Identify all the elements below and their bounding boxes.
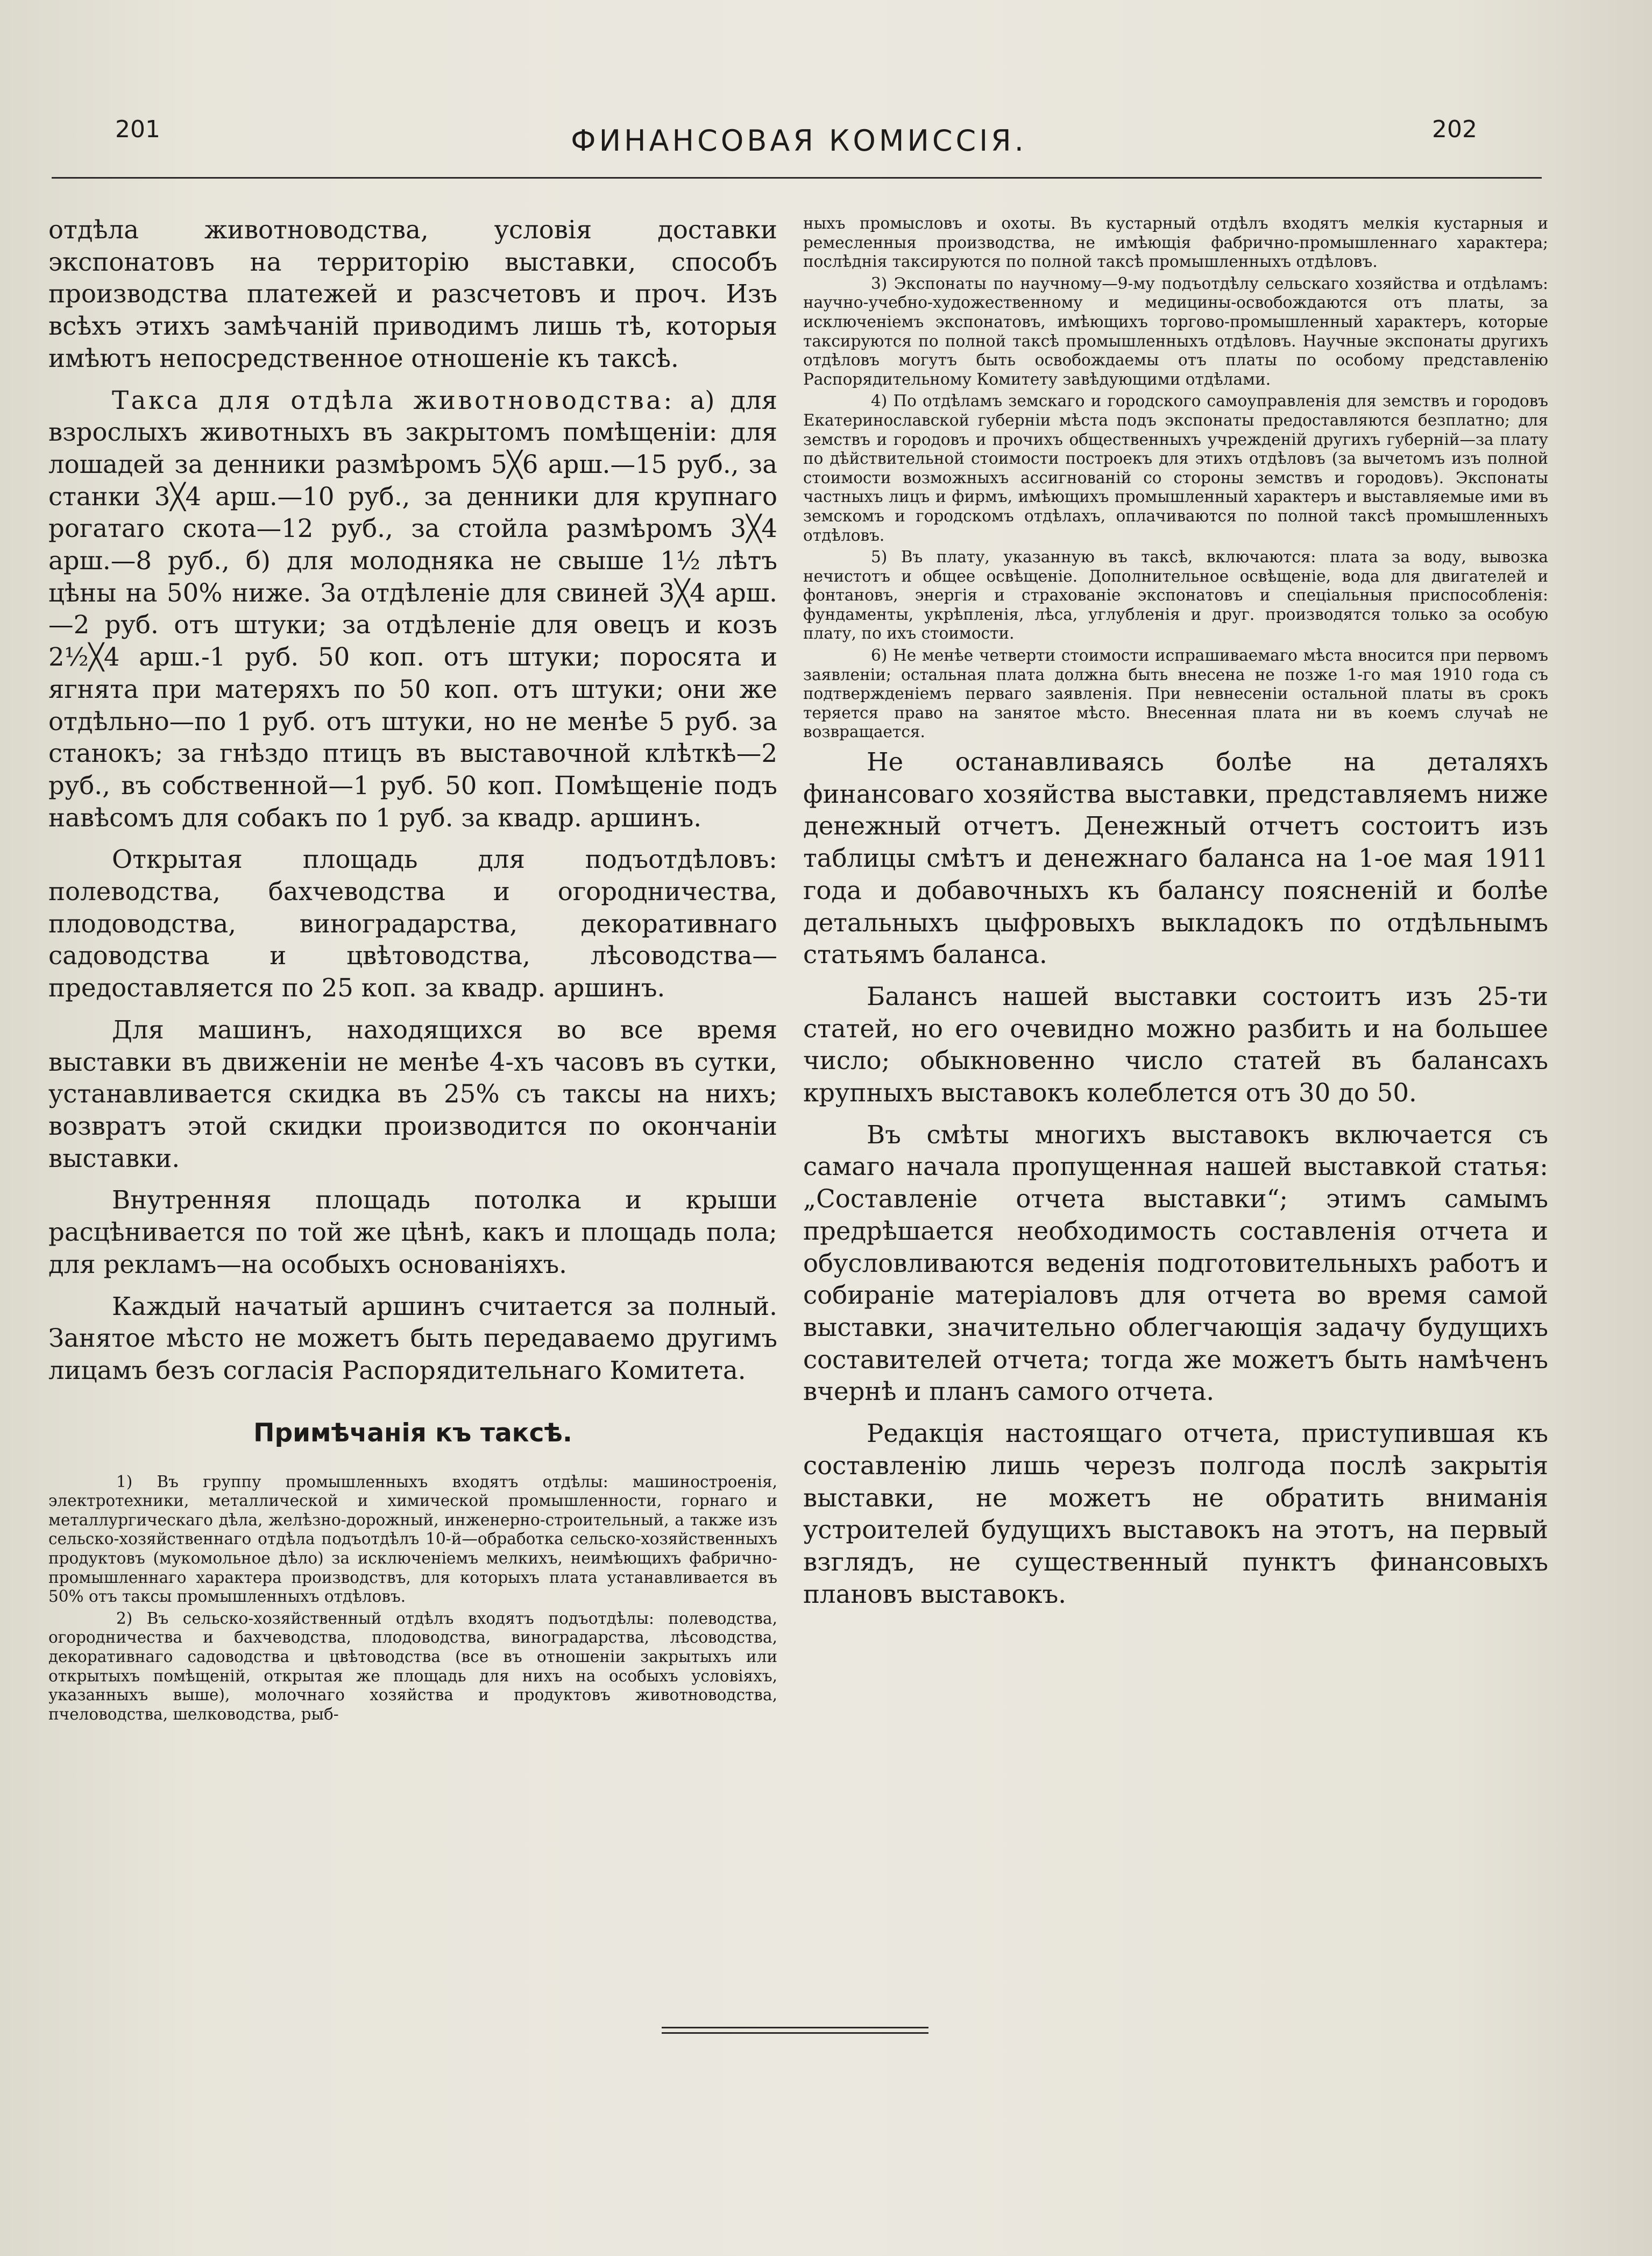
running-title: ФИНАНСОВАЯ КОМИССІЯ.	[571, 124, 1027, 158]
page-number-left: 201	[115, 116, 160, 143]
left-paragraph-1: отдѣла животноводства, условія доставки экспонатовъ на территорію выставки, способъ производства платежей и разсчетовъ и проч. Изъ всѣхъ этихъ замѣчаній приводимъ лишь тѣ, которыя имѣютъ непосредственное отношеніе къ таксѣ.	[48, 215, 777, 373]
left-body-text	[48, 214, 777, 1387]
right-body-text	[803, 746, 1548, 1610]
left-paragraph-2	[48, 385, 777, 834]
right-paragraph-2: Балансъ нашей выставки состоитъ изъ 25-ти статей, но его очевидно можно разбить и на большее число; обыкновенно число статей въ балансахъ крупныхъ выставокъ колеблется отъ 30 до 50.	[803, 981, 1548, 1108]
left-paragraph-3: Открытая площадь для подъотдѣловъ: полеводства, бахчеводства и огородничества, плодоводства, виноградарства, декоративнаго садоводства и цвѣтоводства, лѣсоводства—предоставляется по 25 коп. за квадр. аршинъ.	[48, 845, 777, 1003]
right-paragraph-1: Не останавливаясь болѣе на деталяхъ финансоваго хозяйства выставки, представляемъ ниже денежный отчетъ. Денежный отчетъ состоитъ изъ таблицы смѣтъ и денежнаго баланса на 1-ое мая 1911 года и добавочныхъ къ балансу поясненій и болѣе детальныхъ цыфровыхъ выкладокъ по отдѣльнымъ статьямъ баланса.	[803, 747, 1548, 970]
note-4: 4) По отдѣламъ земскаго и городского самоуправленія для земствъ и городовъ Екатеринославской губерніи мѣста подъ экспонаты предоставляются безплатно; для земствъ и городовъ и прочихъ общественныхъ учрежденій другихъ губерній—за плату по дѣйствительной стоимости построекъ для этихъ отдѣловъ (за вычетомъ изъ полной стоимости возможныхъ ассигнованій со стороны земствъ и городовъ). Экспонаты частныхъ лицъ и фирмъ, имѣющихъ промышленный характеръ и выставляемые ими въ земскомъ и городскомъ отдѣлахъ, оплачиваются по полной таксѣ промышленныхъ отдѣловъ.	[803, 392, 1548, 544]
notes-left	[48, 1473, 777, 1724]
header-rule	[52, 177, 1542, 179]
note-2: 2) Въ сельско-хозяйственный отдѣлъ входятъ подъотдѣлы: полеводства, огородничества и бахчеводства, плодоводства, виноградарства, лѣсоводства, декоративнаго садоводства и цвѣтоводства (все въ отношеніи закрытыхъ или открытыхъ помѣщеній, открытая же площадь для нихъ на особыхъ условіяхъ, указанныхъ выше), молочнаго хозяйства и продуктовъ животноводства, пчеловодства, шелководства, рыб-	[48, 1609, 777, 1723]
right-paragraph-3: Въ смѣты многихъ выставокъ включается съ самаго начала пропущенная нашей выставкой статья: „Составленіе отчета выставки“; этимъ самымъ предрѣшается необходимость составленія отчета и обусловливаются веденія подготовительныхъ работъ и собираніе матеріаловъ для отчета во время самой выставки, значительно облегчающія задачу будущихъ составителей отчета; тогда же можетъ быть намѣченъ вчернѣ и планъ самого отчета.	[803, 1120, 1548, 1406]
tariff-lead-phrase: Такса для отдѣла животноводства:	[112, 385, 675, 415]
note-2-continued: ныхъ промысловъ и охоты. Въ кустарный отдѣлъ входятъ мелкія кустарныя и ремесленныя производства, не имѣющія фабрично-промышленнаго характера; послѣднія таксируются по полной таксѣ промышленныхъ отдѣловъ.	[803, 214, 1548, 271]
notes-right	[803, 214, 1548, 742]
note-3: 3) Экспонаты по научному—9-му подъотдѣлу сельскаго хозяйства и отдѣламъ: научно-учебно-художественному и медицины-освобождаются отъ платы, за исключеніемъ экспонатовъ, имѣющихъ торгово-промышленный характеръ, которые таксируются по полной таксѣ промышленныхъ отдѣловъ. Научные экспонаты другихъ отдѣловъ могутъ быть освобождаемы отъ платы по особому представленію Распорядительному Комитету завѣдующими отдѣлами.	[803, 274, 1548, 388]
right-column	[803, 214, 1548, 1610]
right-paragraph-4: Редакція настоящаго отчета, приступившая къ составленію лишь черезъ полгода послѣ закрытія выставки, не можетъ не обратить вниманія устроителей будущихъ выставокъ на этотъ, на первый взглядъ, не существенный пунктъ финансовыхъ плановъ выставокъ.	[803, 1419, 1548, 1609]
tariff-livestock-text: а) для взрослыхъ животныхъ въ закрытомъ помѣщеніи: для лошадей за денники размѣромъ 5╳6 арш.—15 руб., за станки 3╳4 арш.—10 руб., за денники для крупнаго рогатаго скота—12 руб., за стойла размѣромъ 3╳4 арш.—8 руб., б) для молодняка не свыше 1½ лѣтъ цѣны на 50% ниже. За отдѣленіе для свиней 3╳4 арш.—2 руб. отъ штуки; за отдѣленіе для овецъ и козъ 2½╳4 арш.-1 руб. 50 коп. отъ штуки; поросята и ягнята при матеряхъ по 50 коп. отъ штуки; они же отдѣльно—по 1 руб. отъ штуки, но не менѣе 5 руб. за станокъ; за гнѣздо птицъ въ выставочной клѣткѣ—2 руб., въ собственной—1 руб. 50 коп. Помѣщеніе подъ навѣсомъ для собакъ по 1 руб. за квадр. аршинъ.	[48, 385, 777, 832]
left-column	[48, 214, 777, 1724]
end-ornament-rule-top	[662, 2027, 928, 2028]
left-paragraph-6: Каждый начатый аршинъ считается за полный. Занятое мѣсто не можетъ быть передаваемо другимъ лицамъ безъ согласія Распорядительнаго Комитета.	[48, 1291, 777, 1385]
left-paragraph-5: Внутренняя площадь потолка и крыши расцѣнивается по той же цѣнѣ, какъ и площадь пола; для рекламъ—на особыхъ основаніяхъ.	[48, 1185, 777, 1279]
note-5: 5) Въ плату, указанную въ таксѣ, включаются: плата за воду, вывозка нечистотъ и общее освѣщеніе. Дополнительное освѣщеніе, вода для двигателей и фонтановъ, энергія и страхованіе экспонатовъ и спеціальныя приспособленія: фундаменты, укрѣпленія, лѣса, углубленія и друг. производятся только за особую плату, по ихъ стоимости.	[803, 548, 1548, 643]
end-ornament-rule-bottom	[662, 2032, 928, 2034]
left-paragraph-4: Для машинъ, находящихся во все время выставки въ движеніи не менѣе 4-хъ часовъ въ сутки, устанавливается скидка въ 25% съ таксы на нихъ; возвратъ этой скидки производится по окончаніи выставки.	[48, 1015, 777, 1173]
note-1: 1) Въ группу промышленныхъ входятъ отдѣлы: машиностроенія, электротехники, металлической и химической промышленности, горнаго и металлургическаго дѣла, желѣзно-дорожный, инженерно-строительный, а также изъ сельско-хозяйственнаго отдѣла подъотдѣлъ 10-й—обработка сельско-хозяйственныхъ продуктовъ (мукомольное дѣло) за исключеніемъ мелкихъ, неимѣющихъ фабрично-промышленнаго характера производствъ, для которыхъ плата устанавливается въ 50% отъ таксы промышленныхъ отдѣловъ.	[48, 1472, 777, 1606]
notes-heading: Примѣчанія къ таксѣ.	[253, 1418, 572, 1448]
note-6: 6) Не менѣе четверти стоимости испрашиваемаго мѣста вносится при первомъ заявленіи; остальная плата должна быть внесена не позже 1-го мая 1910 года съ подтвержденіемъ перваго заявленія. При невнесеніи остальной платы въ срокъ теряется право на занятое мѣсто. Внесенная плата ни въ коемъ случаѣ не возвращается.	[803, 646, 1548, 741]
page-number-right: 202	[1432, 116, 1477, 143]
